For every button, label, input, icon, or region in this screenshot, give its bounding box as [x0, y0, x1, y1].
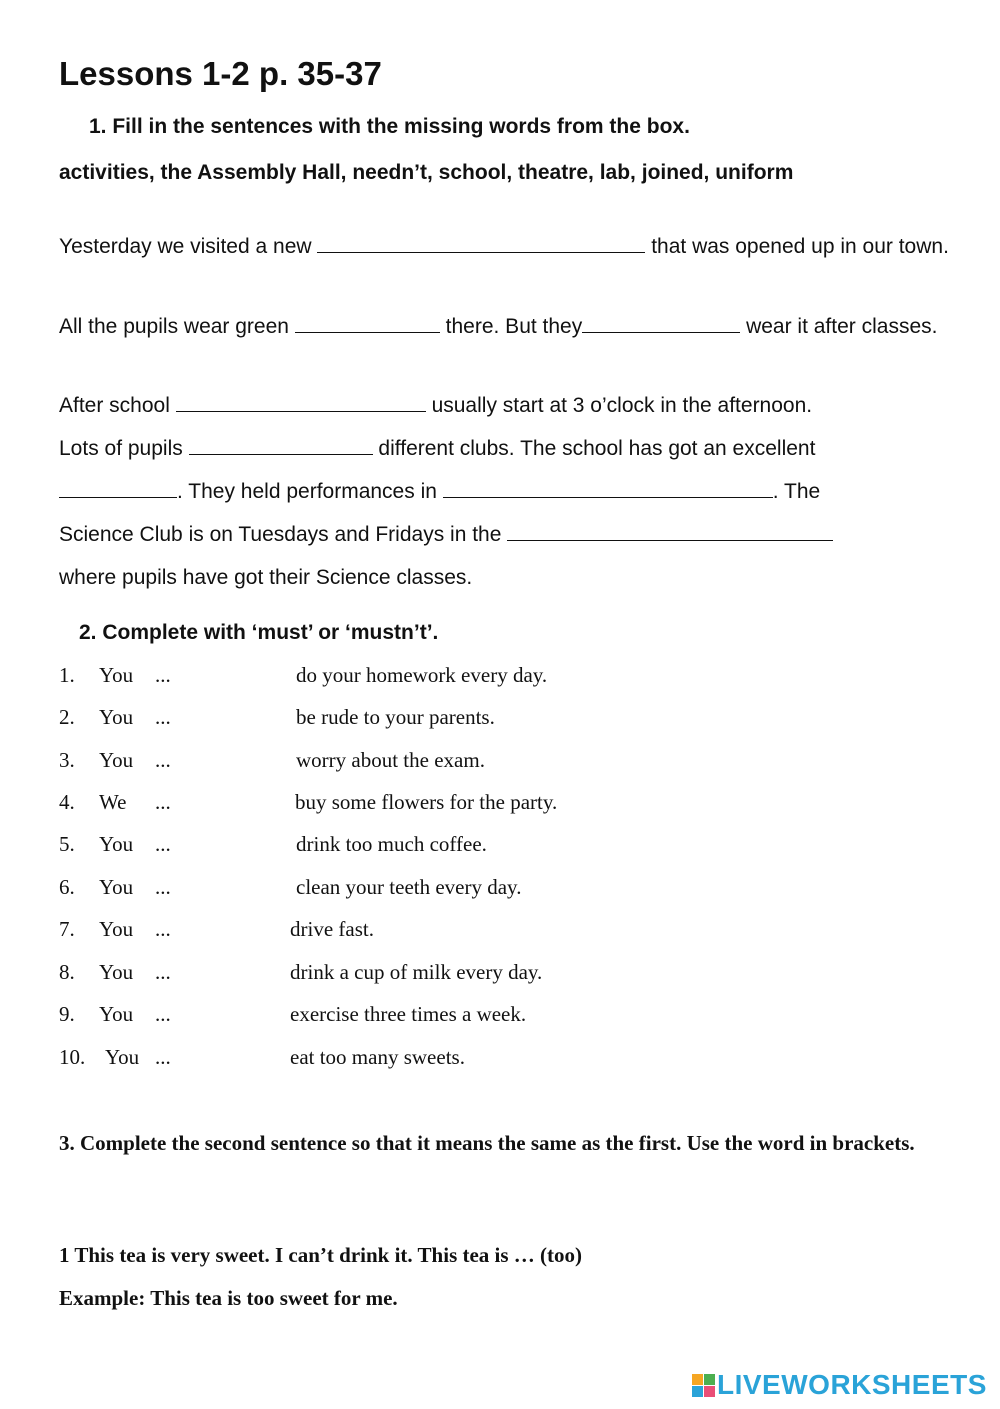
item-text: worry about the exam.: [296, 748, 485, 772]
ex1-line-1: [59, 230, 949, 263]
answer-slot[interactable]: ...: [155, 663, 171, 687]
ex1-text: different clubs. The school has got an excellent: [372, 437, 816, 460]
item-number: 9.: [59, 1002, 75, 1026]
item-text: eat too many sweets.: [290, 1045, 465, 1069]
item-subject: You: [105, 1045, 140, 1069]
item-number: 8.: [59, 960, 75, 984]
ex1-text: there. But they: [439, 315, 583, 338]
item-subject: You: [99, 663, 134, 687]
item-text: buy some flowers for the party.: [295, 790, 558, 814]
ex1-line-2: [59, 310, 949, 343]
item-subject: You: [99, 748, 134, 772]
logo-square: [692, 1386, 703, 1397]
item-number: 1.: [59, 663, 75, 687]
item-subject: You: [99, 917, 134, 941]
answer-slot[interactable]: ...: [155, 917, 171, 941]
word-box: activities, the Assembly Hall, needn’t, school, theatre, lab, joined, uniform: [59, 161, 794, 184]
answer-slot[interactable]: ...: [155, 748, 171, 772]
item-number: 3.: [59, 748, 75, 772]
item-text: drink too much coffee.: [296, 832, 487, 856]
exercise3-heading: 3. Complete the second sentence so that it means the same as the first. Use the word in brackets.: [59, 1131, 915, 1155]
ex1-text: All the pupils wear green: [59, 315, 295, 338]
ex1-text: where pupils have got their Science classes.: [59, 566, 473, 589]
answer-slot[interactable]: ...: [155, 1045, 171, 1069]
logo-square: [692, 1374, 703, 1385]
item-subject: You: [99, 1002, 134, 1026]
logo-text: LIVEWORKSHEETS: [717, 1369, 987, 1400]
exercise2-heading: 2. Complete with ‘must’ or ‘mustn’t’.: [79, 621, 439, 644]
ex1-line-5: [59, 475, 949, 508]
ex1-text: Lots of pupils: [59, 437, 189, 460]
ex1-line-7: [59, 561, 949, 594]
item-text: clean your teeth every day.: [296, 875, 522, 899]
exercise3-question-1: 1 This tea is very sweet. I can’t drink it. This tea is … (too): [59, 1243, 583, 1267]
answer-slot[interactable]: ...: [155, 832, 171, 856]
answer-slot[interactable]: ...: [155, 705, 171, 729]
ex1-text: wear it after classes.: [740, 315, 938, 338]
answer-slot[interactable]: ...: [155, 1002, 171, 1026]
ex1-text: that was opened up in our town.: [645, 235, 949, 258]
item-subject: You: [99, 960, 134, 984]
item-subject: You: [99, 705, 134, 729]
exercise3-example: Example: This tea is too sweet for me.: [59, 1286, 398, 1310]
item-text: drive fast.: [290, 917, 374, 941]
answer-slot[interactable]: ...: [155, 875, 171, 899]
ex1-line-6: [59, 518, 949, 551]
item-number: 10.: [59, 1045, 86, 1069]
item-subject: You: [99, 832, 134, 856]
answer-blank[interactable]: [317, 234, 645, 253]
ex1-text: . The: [772, 480, 821, 503]
answer-blank[interactable]: [176, 393, 426, 412]
answer-blank[interactable]: [507, 522, 833, 541]
item-text: be rude to your parents.: [296, 705, 495, 729]
answer-slot[interactable]: ...: [155, 960, 171, 984]
answer-blank[interactable]: [189, 436, 373, 455]
ex1-text: After school: [59, 394, 176, 417]
item-number: 7.: [59, 917, 75, 941]
item-number: 6.: [59, 875, 75, 899]
ex1-text: Yesterday we visited a new: [59, 235, 318, 258]
liveworksheets-logo: [692, 1370, 987, 1400]
ex1-line-4: [59, 432, 949, 465]
item-subject: You: [99, 875, 134, 899]
item-text: drink a cup of milk every day.: [290, 960, 543, 984]
ex1-text: usually start at 3 o’clock in the afternoon.: [425, 394, 813, 417]
logo-square: [704, 1386, 715, 1397]
answer-slot[interactable]: ...: [155, 790, 171, 814]
ex1-line-3: [59, 389, 949, 422]
item-number: 2.: [59, 705, 75, 729]
item-subject: We: [99, 790, 127, 814]
ex1-text: . They held performances in: [177, 480, 443, 503]
liveworksheets-logo-icon: [692, 1374, 714, 1396]
logo-square: [704, 1374, 715, 1385]
answer-blank[interactable]: [59, 479, 177, 498]
page-title: Lessons 1-2 p. 35-37: [59, 55, 382, 92]
ex1-text: Science Club is on Tuesdays and Fridays in the: [59, 523, 508, 546]
exercise1-heading: 1. Fill in the sentences with the missing words from the box.: [89, 115, 690, 138]
answer-blank[interactable]: [443, 479, 773, 498]
item-text: do your homework every day.: [296, 663, 548, 687]
item-number: 4.: [59, 790, 75, 814]
item-number: 5.: [59, 832, 75, 856]
answer-blank[interactable]: [582, 314, 740, 333]
answer-blank[interactable]: [295, 314, 440, 333]
item-text: exercise three times a week.: [290, 1002, 527, 1026]
